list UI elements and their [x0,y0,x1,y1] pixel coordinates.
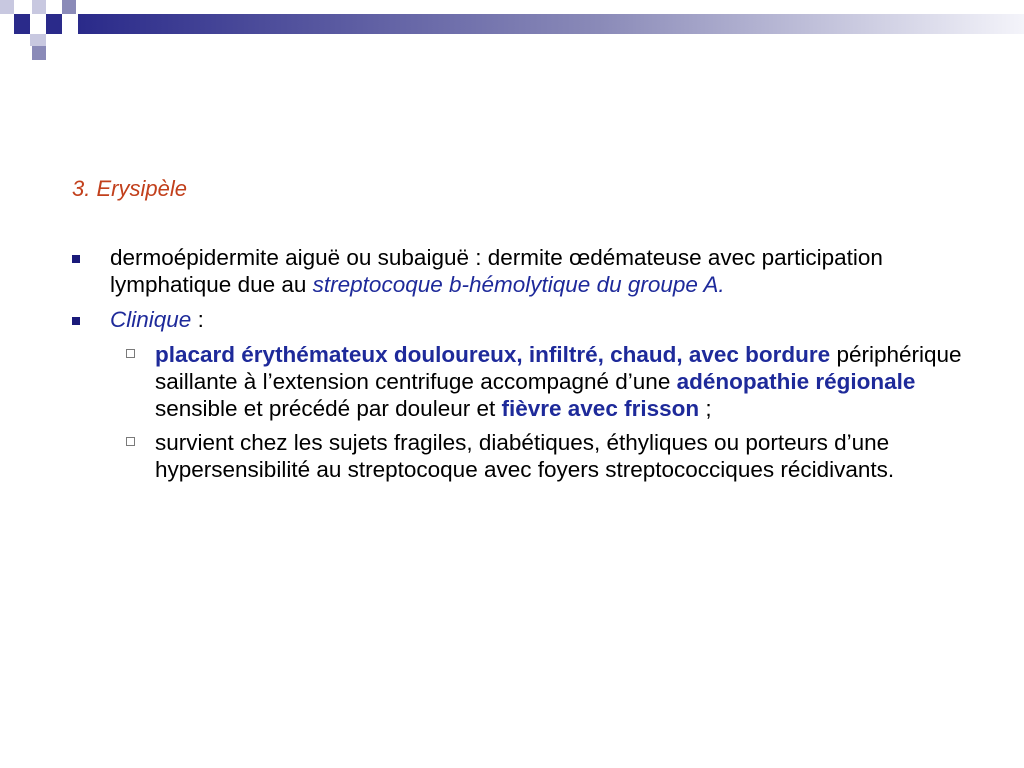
sub-bullet-text: sensible et précédé par douleur et [155,396,502,421]
bold-term: fièvre avec frisson [501,396,700,421]
deco-square [14,14,30,34]
hollow-square-bullet-icon [126,437,135,446]
deco-square [0,0,14,14]
sub-bullet-text: survient chez les sujets fragiles, diabétiques, éthyliques ou porteurs d’une hypersensibilité au streptocoque avec foyers streptococciques récidivants. [155,430,895,482]
bullet-emphasis: Clinique [110,307,192,332]
header-gradient-bar [78,14,1024,34]
bullet-item [72,244,972,298]
hollow-square-bullet-icon [126,349,135,358]
bullet-text: dermoépidermite aiguë ou subaiguë : dermite œdémateuse avec participation lymphatique due au [110,245,883,297]
slide-content [72,244,972,490]
bold-term: adénopathie régionale [676,369,916,394]
slide-title: 3. Erysipèle [72,176,187,201]
deco-square [30,34,46,46]
bold-term: placard érythémateux douloureux, infiltré, chaud, avec bordure [155,342,831,367]
deco-square [32,0,46,14]
square-bullet-icon [72,317,80,325]
deco-square [32,46,46,60]
bullet-item [72,306,972,333]
sub-bullet-text: ; [699,396,712,421]
sub-bullet-item [72,341,972,422]
bullet-text: : [191,307,204,332]
sub-bullet-item [72,429,972,483]
square-bullet-icon [72,255,80,263]
sub-bullet-text: périphérique saillante à l’extension centrifuge accompagné d’une [155,342,962,394]
deco-square [62,0,76,14]
deco-square [46,14,62,34]
bullet-emphasis: streptocoque b-hémolytique du groupe A. [312,272,725,297]
header-decoration [0,0,1024,62]
